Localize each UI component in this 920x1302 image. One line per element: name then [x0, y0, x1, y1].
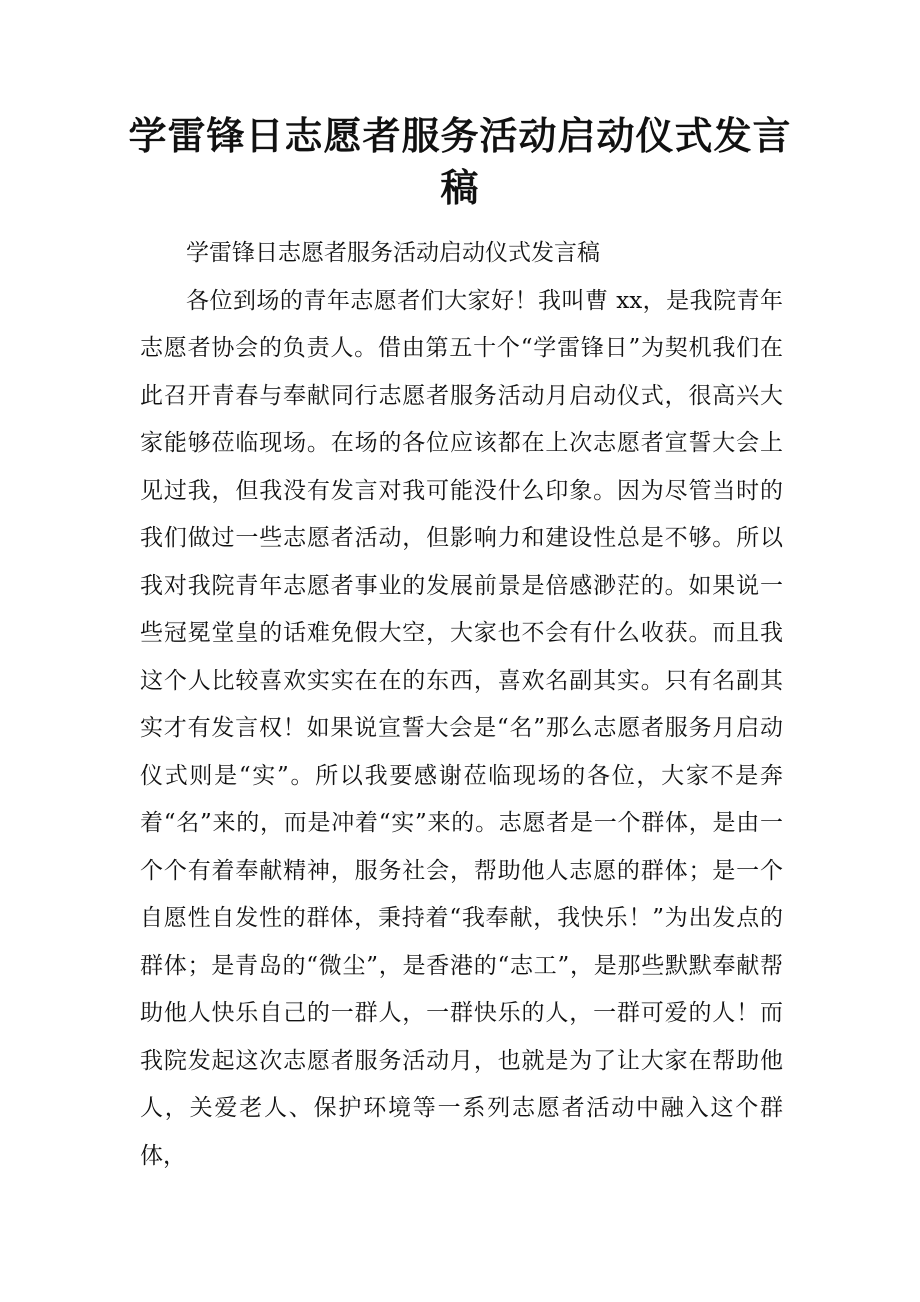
paragraph-subtitle: 学雷锋日志愿者服务活动启动仪式发言稿	[186, 240, 600, 266]
paragraph-speech: 各位到场的青年志愿者们大家好！我叫曹 xx，是我院青年志愿者协会的负责人。借由第五十个“学雷锋日”为契机我们在此召开青春与奉献同行志愿者服务活动月启动仪式，很高兴大家能够莅临现场。在场的各位应该都在上次志愿者宣誓大会上见过我，但我没有发言对我可能没什么印象。因为尽管当时的我们做过一些志愿者活动，但影响力和建设性总是不够。所以我对我院青年志愿者事业的发展前景是倍感渺茫的。如果说一些冠冕堂皇的话难免假大空，大家也不会有什么收获。而且我这个人比较喜欢实实在在的东西，喜欢名副其实。只有名副其实才有发言权！如果说宣誓大会是“名”那么志愿者服务月启动仪式则是“实”。所以我要感谢莅临现场的各位，大家不是奔着“名”来的，而是冲着“实”来的。志愿者是一个群体，是由一个个有着奉献精神，服务社会，帮助他人志愿的群体；是一个自愿性自发性的群体，秉持着“我奉献，我快乐！”为出发点的群体；是青岛的“微尘”，是香港的“志工”，是那些默默奉献帮助他人快乐自己的一群人，一群快乐的人，一群可爱的人！而我院发起这次志愿者服务活动月，也就是为了让大家在帮助他人，关爱老人、保护环境等一系列志愿者活动中融入这个群体，	[140, 287, 783, 1169]
document-body	[140, 230, 783, 1180]
document-title: 学雷锋日志愿者服务活动启动仪式发言稿	[128, 113, 792, 210]
